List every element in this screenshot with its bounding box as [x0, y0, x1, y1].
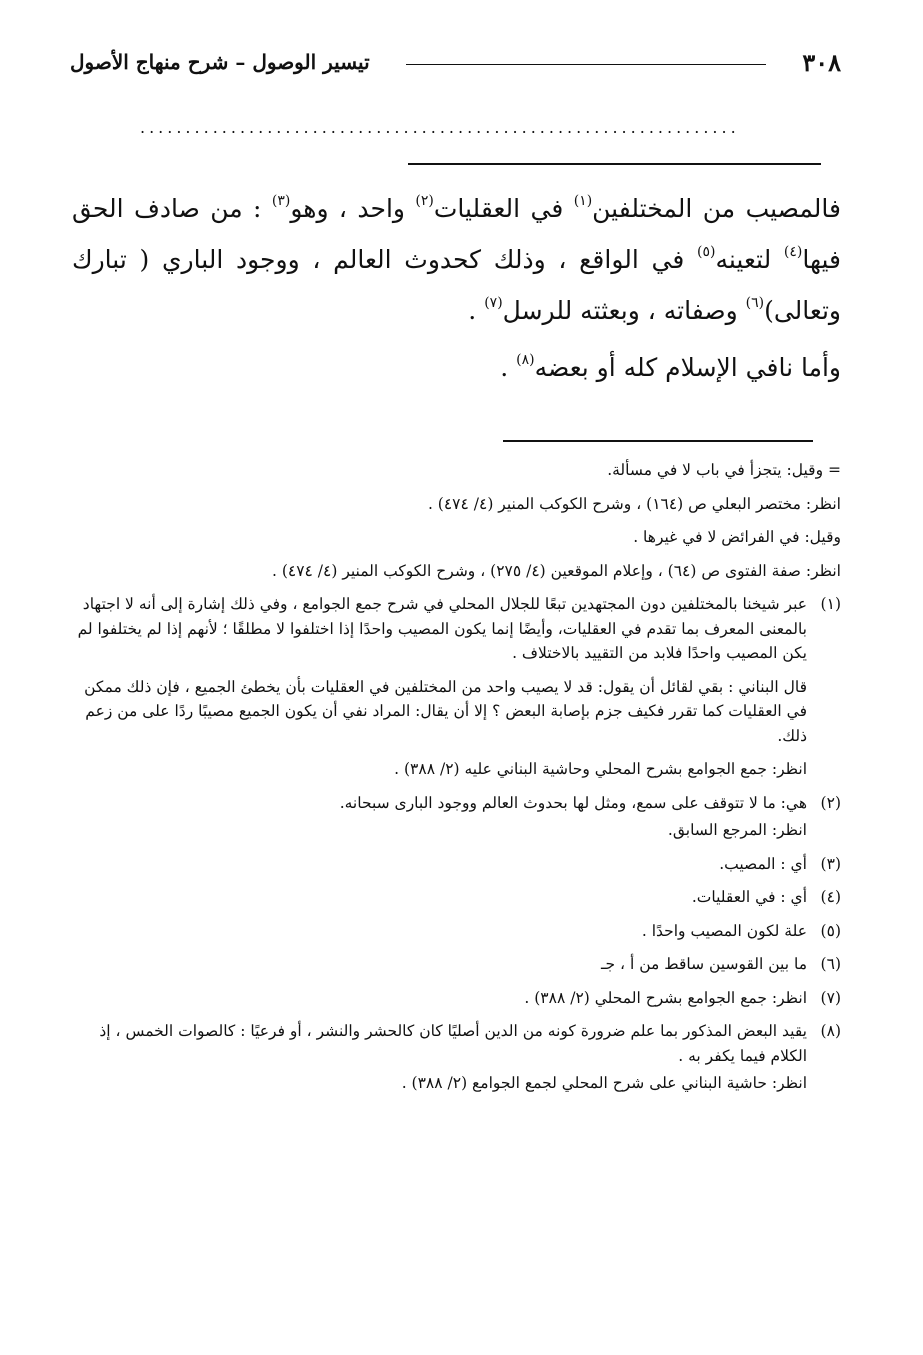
- footnote-item: [72, 986, 841, 1011]
- footnote-number: (٦): [820, 955, 841, 973]
- footnote-continuation-line: انظر: صفة الفتوى ص (٦٤) ، وإعلام الموقعين (٤/ ٢٧٥) ، وشرح الكوكب المنير (٤/ ٤٧٤) .: [271, 561, 841, 580]
- footnote-text: أي : المصيب.: [719, 854, 807, 873]
- footnote-ref[interactable]: (٨): [516, 352, 535, 368]
- footnote-text: أي : في العقليات.: [691, 888, 807, 906]
- footnote-ref[interactable]: (٢): [415, 193, 434, 209]
- footnote-ref[interactable]: (٦): [745, 295, 765, 311]
- footnote-item: [72, 592, 841, 782]
- footnote-continuation-line: = وقيل: يتجزأ في باب لا في مسألة.: [607, 461, 841, 479]
- footnotes: [72, 458, 841, 1105]
- footnote-number: (٤): [820, 888, 841, 906]
- main-paragraph: وأما نافي الإسلام كله أو بعضه$^{(٨)}$ .: [500, 352, 841, 382]
- footnote-ref[interactable]: (٧): [484, 295, 503, 311]
- footnote-text: علة لكون المصيب واحدًا .: [641, 921, 807, 940]
- footnote-text: انظر: جمع الجوامع بشرح المحلي وحاشية البناني عليه (٢/ ٣٨٨) .: [394, 760, 807, 778]
- footnote-text: هي: ما لا تتوقف على سمع، ومثل لها بحدوث العالم ووجود البارى سبحانه.: [339, 793, 807, 812]
- footnote-separator: [503, 440, 813, 442]
- header-rule: [406, 64, 766, 65]
- footnote-number: (١): [820, 595, 841, 613]
- section-rule: [408, 163, 821, 165]
- footnote-item: [72, 919, 841, 944]
- footnote-ref[interactable]: (٣): [271, 193, 291, 209]
- main-paragraph: فالمصيب من المختلفين$^{(١)}$ في العقليات$^{(٢)}$ واحد ، وهو$^{(٣)}$ : من صادف الحق فيها$^{(٤)}$ لتعينه$^{(٥)}$ في الواقع ، وذلك كحدوث العالم ، ووجود الباري ( تبارك وتعالى)$^{(٦)}$ وصفاته ، وبعثته للرسل$^{(٧)}$ .: [72, 193, 841, 325]
- footnote-text: ما بين القوسين ساقط من أ ، جـ: [600, 955, 807, 973]
- dotted-separator: ..................................................................: [140, 118, 740, 137]
- footnote-number: (٣): [820, 854, 841, 873]
- footnote-number: (٨): [820, 1022, 841, 1040]
- footnote-text: قال البناني : بقي لقائل أن يقول: قد لا يصيب واحد من المختلفين في العقليات بأن يخطئ الجميع ، فإن ذلك ممكن في العقليات كما تقرر فكيف جزم بإصابة البعض ؟ إلا أن يقال: المراد نفي أن يكون الجميع مصيبًا ردًا على من زعم ذلك.: [84, 677, 807, 745]
- footnote-item: [72, 852, 841, 877]
- page-header: [70, 48, 841, 88]
- footnote-continuation-line: وقيل: في الفرائض لا في غيرها .: [633, 528, 841, 546]
- footnote-number: (٧): [820, 988, 841, 1007]
- footnote-item: [72, 885, 841, 910]
- footnote-text: انظر: المرجع السابق.: [667, 821, 807, 839]
- footnote-text: عبر شيخنا بالمختلفين دون المجتهدين تبعًا للجلال المحلي في شرح جمع الجوامع ، وفي ذلك إشارة إلى أنه لا اجتهاد بالمعنى المعرف بما تقدم في العقليات، وأيضًا إنما يكون المصيب واحدًا إذا اختلفوا لا مطلقًا ؛ لأنهم إذا لم يختلفوا لم يكن المصيب واحدًا فلابد من التقييد بالاختلاف .: [77, 595, 807, 662]
- footnote-continuation-line: انظر: مختصر البعلي ص (١٦٤) ، وشرح الكوكب المنير (٤/ ٤٧٤) .: [427, 494, 841, 513]
- running-title: تيسير الوصول – شرح منهاج الأصول: [70, 50, 370, 74]
- footnote-item: [72, 952, 841, 977]
- footnote-item: [72, 1019, 841, 1096]
- footnote-ref[interactable]: (١): [573, 193, 593, 209]
- page-number: ٣٠٨: [802, 48, 841, 77]
- footnote-number: (٥): [820, 921, 841, 940]
- footnote-text: انظر: حاشية البناني على شرح المحلي لجمع الجوامع (٢/ ٣٨٨) .: [401, 1074, 807, 1092]
- footnote-ref[interactable]: (٤): [783, 244, 803, 260]
- footnote-text: انظر: جمع الجوامع بشرح المحلي (٢/ ٣٨٨) .: [524, 988, 807, 1007]
- footnote-item: [72, 791, 841, 843]
- footnote-ref[interactable]: (٥): [697, 244, 716, 260]
- main-text: [72, 183, 841, 393]
- footnote-text: يقيد البعض المذكور بما علم ضرورة كونه من الدين أصليًا كان كالحشر والنشر ، أو فرعيًا : كالصوات الخمس ، إذ الكلام فيما يكفر به .: [99, 1022, 807, 1065]
- footnote-number: (٢): [820, 793, 841, 812]
